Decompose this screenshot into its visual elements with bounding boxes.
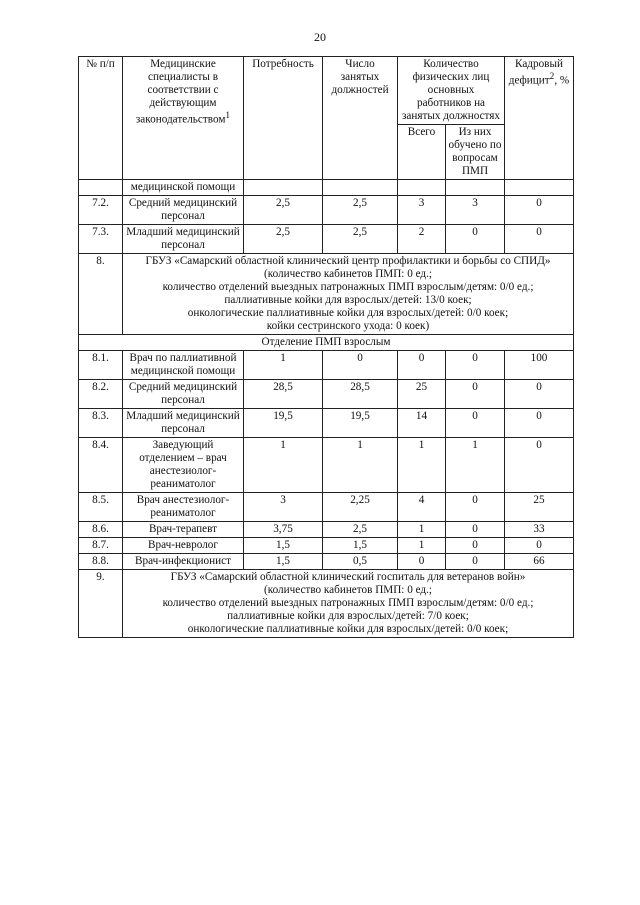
col-specialist-text: Медицинские специалисты в соответствии с действующим законодательством xyxy=(135,58,226,126)
cell-trained: 0 xyxy=(446,554,505,570)
section-9-num: 9. xyxy=(79,570,123,638)
col-positions-header: Число занятых должностей xyxy=(323,57,398,180)
section-8-line: койки сестринского ухода: 0 коек) xyxy=(266,320,430,332)
section-9-line: (количество кабинетов ПМП: 0 ед.; xyxy=(263,584,433,596)
cell-deficit: 0 xyxy=(505,409,574,438)
section-8-line: (количество кабинетов ПМП: 0 ед.; xyxy=(263,268,433,280)
header-row xyxy=(79,57,574,125)
cell-num: 8.5. xyxy=(79,493,123,522)
cell-total: 0 xyxy=(398,554,446,570)
col-num-header: № п/п xyxy=(79,57,123,180)
cell-specialist: Врач-невролог xyxy=(123,538,244,554)
cell-trained: 0 xyxy=(446,538,505,554)
cell-trained: 3 xyxy=(446,196,505,225)
col-deficit-unit: , % xyxy=(554,74,570,87)
cell-trained: 0 xyxy=(446,493,505,522)
footnote-2: 2 xyxy=(549,72,555,82)
subsection-title: Отделение ПМП взрослым xyxy=(79,335,574,351)
cell-trained: 0 xyxy=(446,380,505,409)
cell-deficit xyxy=(505,180,574,196)
section-8-line: паллиативные койки для взрослых/детей: 13/0 коек; xyxy=(224,294,472,306)
section-9-line: паллиативные койки для взрослых/детей: 7/0 коек; xyxy=(227,610,469,622)
rows-top xyxy=(79,180,574,254)
cell-trained: 0 xyxy=(446,351,505,380)
cell-trained xyxy=(446,180,505,196)
cell-specialist: Врач анестезиолог-реаниматолог xyxy=(123,493,244,522)
cell-total: 0 xyxy=(398,351,446,380)
table-row xyxy=(79,522,574,538)
cell-num: 8.2. xyxy=(79,380,123,409)
cell-num: 8.1. xyxy=(79,351,123,380)
cell-num: 8.8. xyxy=(79,554,123,570)
col-trained-header: Из них обучено по вопросам ПМП xyxy=(446,125,505,180)
table-row xyxy=(79,554,574,570)
section-8-title xyxy=(123,254,574,335)
cell-positions: 1,5 xyxy=(323,538,398,554)
cell-need: 3 xyxy=(244,493,323,522)
page-number: 20 xyxy=(314,30,326,44)
rows-section-8 xyxy=(79,351,574,570)
table-row xyxy=(79,493,574,522)
cell-trained: 0 xyxy=(446,409,505,438)
cell-deficit: 0 xyxy=(505,380,574,409)
cell-need: 2,5 xyxy=(244,196,323,225)
staffing-table xyxy=(78,56,574,638)
cell-deficit: 66 xyxy=(505,554,574,570)
cell-positions: 2,5 xyxy=(323,196,398,225)
cell-specialist: Младший медицинский персонал xyxy=(123,409,244,438)
cell-deficit: 0 xyxy=(505,538,574,554)
col-deficit-text: Кадровый дефицит xyxy=(508,58,563,87)
table-row xyxy=(79,196,574,225)
cell-specialist: Средний медицинский персонал xyxy=(123,380,244,409)
cell-specialist: Врач-терапевт xyxy=(123,522,244,538)
cell-need xyxy=(244,180,323,196)
cell-total: 2 xyxy=(398,225,446,254)
cell-deficit: 33 xyxy=(505,522,574,538)
cell-need: 19,5 xyxy=(244,409,323,438)
cell-trained: 0 xyxy=(446,225,505,254)
cell-positions: 2,25 xyxy=(323,493,398,522)
cell-num: 8.7. xyxy=(79,538,123,554)
cell-total: 1 xyxy=(398,538,446,554)
cell-num xyxy=(79,180,123,196)
section-8-num: 8. xyxy=(79,254,123,335)
table-row xyxy=(79,180,574,196)
table-row xyxy=(79,380,574,409)
cell-trained: 0 xyxy=(446,522,505,538)
cell-positions xyxy=(323,180,398,196)
cell-deficit: 25 xyxy=(505,493,574,522)
table-row xyxy=(79,225,574,254)
cell-specialist: медицинской помощи xyxy=(123,180,244,196)
cell-deficit: 0 xyxy=(505,225,574,254)
cell-total: 1 xyxy=(398,438,446,493)
cell-specialist: Врач-инфекционист xyxy=(123,554,244,570)
cell-need: 2,5 xyxy=(244,225,323,254)
cell-num: 8.6. xyxy=(79,522,123,538)
cell-num: 7.2. xyxy=(79,196,123,225)
cell-positions: 2,5 xyxy=(323,225,398,254)
section-8-row xyxy=(79,254,574,335)
section-8 xyxy=(79,254,574,351)
cell-positions: 28,5 xyxy=(323,380,398,409)
cell-need: 3,75 xyxy=(244,522,323,538)
cell-need: 1,5 xyxy=(244,554,323,570)
table-row xyxy=(79,438,574,493)
table-row xyxy=(79,351,574,380)
cell-specialist: Средний медицинский персонал xyxy=(123,196,244,225)
cell-total xyxy=(398,180,446,196)
section-9-row xyxy=(79,570,574,638)
cell-specialist: Врач по паллиативной медицинской помощи xyxy=(123,351,244,380)
section-9-line: ГБУЗ «Самарский областной клинический госпиталь для ветеранов войн» xyxy=(170,571,526,583)
col-count-header: Количество физических лиц основных работников на занятых должностях xyxy=(398,57,505,125)
cell-total: 14 xyxy=(398,409,446,438)
table-row xyxy=(79,409,574,438)
cell-deficit: 0 xyxy=(505,438,574,493)
section-8-line: онкологические паллиативные койки для взрослых/детей: 0/0 коек; xyxy=(187,307,509,319)
cell-need: 1,5 xyxy=(244,538,323,554)
cell-specialist: Младший медицинский персонал xyxy=(123,225,244,254)
cell-num: 7.3. xyxy=(79,225,123,254)
section-9-line: онкологические паллиативные койки для взрослых/детей: 0/0 коек; xyxy=(187,623,509,635)
section-9-title xyxy=(123,570,574,638)
cell-num: 8.3. xyxy=(79,409,123,438)
section-9 xyxy=(79,570,574,638)
col-deficit-header xyxy=(505,57,574,180)
cell-total: 1 xyxy=(398,522,446,538)
cell-trained: 1 xyxy=(446,438,505,493)
cell-need: 1 xyxy=(244,351,323,380)
cell-positions: 0,5 xyxy=(323,554,398,570)
section-8-line: количество отделений выездных патронажных ПМП взрослым/детям: 0/0 ед.; xyxy=(162,281,534,293)
cell-need: 1 xyxy=(244,438,323,493)
section-8-line: ГБУЗ «Самарский областной клинический центр профилактики и борьбы со СПИД» xyxy=(145,255,551,267)
cell-need: 28,5 xyxy=(244,380,323,409)
col-total-header: Всего xyxy=(398,125,446,180)
table-row xyxy=(79,538,574,554)
cell-num: 8.4. xyxy=(79,438,123,493)
cell-positions: 0 xyxy=(323,351,398,380)
cell-total: 4 xyxy=(398,493,446,522)
section-9-line: количество отделений выездных патронажных ПМП взрослым/детям: 0/0 ед.; xyxy=(162,597,534,609)
cell-total: 3 xyxy=(398,196,446,225)
footnote-1: 1 xyxy=(225,111,231,121)
cell-positions: 19,5 xyxy=(323,409,398,438)
cell-total: 25 xyxy=(398,380,446,409)
col-specialist-header xyxy=(123,57,244,180)
subsection-row xyxy=(79,335,574,351)
cell-positions: 2,5 xyxy=(323,522,398,538)
cell-deficit: 100 xyxy=(505,351,574,380)
cell-deficit: 0 xyxy=(505,196,574,225)
cell-specialist: Заведующий отделением – врач анестезиолог-реаниматолог xyxy=(123,438,244,493)
cell-positions: 1 xyxy=(323,438,398,493)
col-need-header: Потребность xyxy=(244,57,323,180)
